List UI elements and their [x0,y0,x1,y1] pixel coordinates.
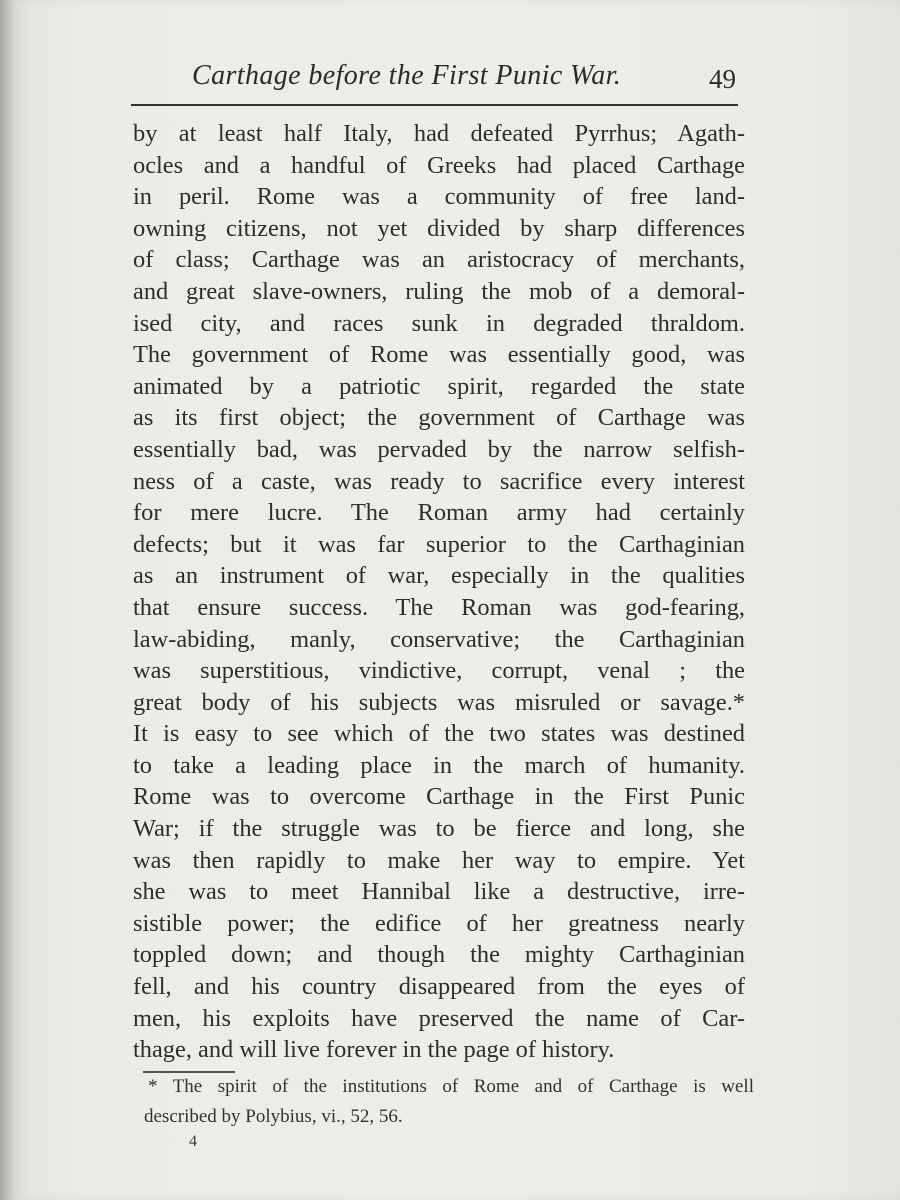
text-line: animated by a patriotic spirit, regarded the state [133,372,745,400]
text-line: ised city, and races sunk in degraded thraldom. [133,309,745,337]
text-line: as its first object; the government of Carthage was [133,404,745,432]
footnote-line: described by Polybius, vi., 52, 56. [144,1106,403,1127]
text-line: essentially bad, was pervaded by the narrow selfish- [133,435,745,463]
text-line: as an instrument of war, especially in the qualities [133,562,745,590]
text-line: great body of his subjects was misruled or savage.* [133,688,745,716]
text-line: by at least half Italy, had defeated Pyrrhus; Agath- [133,120,745,147]
text-line: was superstitious, vindictive, corrupt, venal ; the [133,657,745,685]
text-line: It is easy to see which of the two states was destined [133,720,745,748]
text-line: owning citizens, not yet divided by sharp differences [133,214,745,242]
text-line: men, his exploits have preserved the name of Car- [133,1004,745,1032]
text-line: Rome was to overcome Carthage in the First Punic [133,783,745,811]
text-line: law-abiding, manly, conservative; the Carthaginian [133,625,745,653]
header-rule [131,104,738,106]
text-line: to take a leading place in the march of humanity. [133,751,745,779]
text-line: fell, and his country disappeared from the eyes of [133,973,745,1001]
page-number: 49 [709,64,736,94]
text-line: War; if the struggle was to be fierce and long, she [133,815,745,843]
body-text [133,118,745,1066]
text-line: she was to meet Hannibal like a destructive, irre- [133,878,745,906]
page-header [160,58,738,98]
footnote-line: * The spirit of the institutions of Rome and of Carthage is well [148,1076,754,1097]
signature-mark: 4 [189,1133,197,1150]
text-line: was then rapidly to make her way to empire. Yet [133,846,745,874]
text-line: The government of Rome was essentially good, was [133,341,745,369]
text-line: and great slave-owners, ruling the mob of a demoral- [133,277,745,305]
text-line: that ensure success. The Roman was god-fearing, [133,593,745,621]
text-line: of class; Carthage was an aristocracy of merchants, [133,246,745,274]
footnote [144,1072,754,1132]
text-line: in peril. Rome was a community of free land- [133,183,745,211]
running-title: Carthage before the First Punic War. [192,60,622,91]
text-line: thage, and will live forever in the page of history. [133,1036,615,1064]
text-line: defects; but it was far superior to the Carthaginian [133,530,745,558]
text-line: for mere lucre. The Roman army had certainly [133,499,745,527]
text-line: ocles and a handful of Greeks had placed Carthage [133,151,745,179]
text-line: sistible power; the edifice of her greatness nearly [133,909,745,937]
text-line: ness of a caste, was ready to sacrifice every interest [133,467,745,495]
text-line: toppled down; and though the mighty Carthaginian [133,941,745,969]
